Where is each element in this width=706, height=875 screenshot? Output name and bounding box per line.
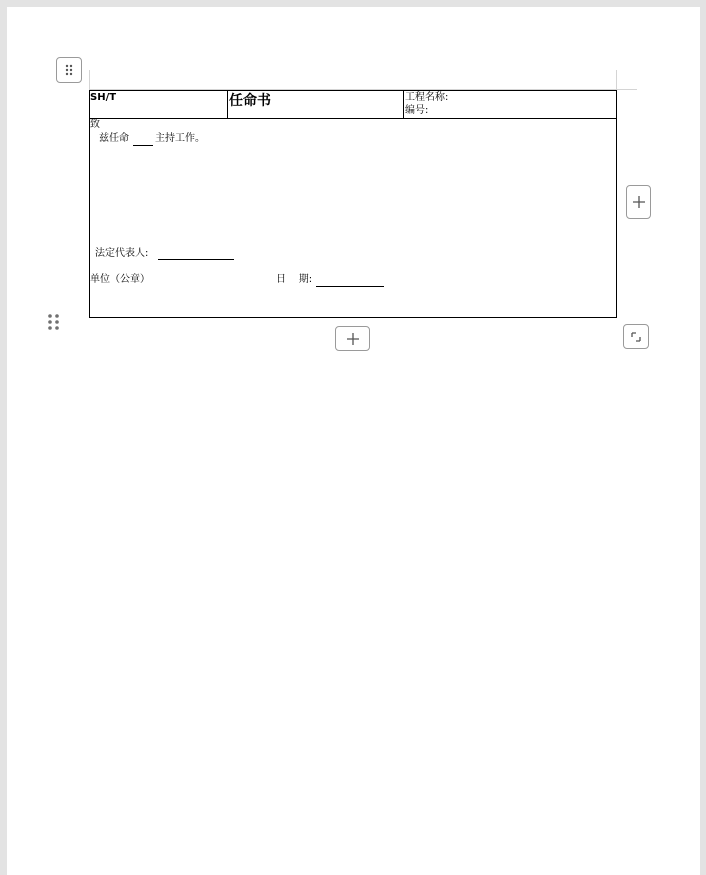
plus-icon xyxy=(346,332,360,346)
form-title: 任命书 xyxy=(229,93,271,109)
salutation: 致 xyxy=(90,119,100,130)
standard-code: SH/T xyxy=(90,92,117,103)
row-drag-handle[interactable] xyxy=(47,313,61,333)
header-divider xyxy=(90,118,616,119)
appointee-blank[interactable] xyxy=(133,145,153,146)
resize-corner-icon xyxy=(630,331,642,343)
add-row-button[interactable] xyxy=(335,326,370,351)
plus-icon xyxy=(632,195,646,209)
appointment-table[interactable] xyxy=(89,90,617,318)
legal-rep-label: 法定代表人: xyxy=(95,248,149,259)
drag-dots-icon xyxy=(47,313,61,333)
drag-grid-icon xyxy=(64,64,74,76)
legal-rep-blank[interactable] xyxy=(158,259,234,260)
unit-label: 单位（公章） xyxy=(90,274,150,285)
number-label: 编号: xyxy=(405,105,429,116)
table-drag-handle[interactable] xyxy=(56,57,82,83)
appoint-prefix: 兹任命 xyxy=(99,133,129,144)
column-divider-1 xyxy=(227,91,228,119)
document-page xyxy=(7,7,700,875)
date-blank[interactable] xyxy=(316,286,384,287)
appoint-suffix: 主持工作。 xyxy=(155,133,205,144)
resize-handle[interactable] xyxy=(623,324,649,349)
column-divider-2 xyxy=(403,91,404,119)
add-column-button[interactable] xyxy=(626,185,651,219)
project-name-label: 工程名称: xyxy=(405,92,449,103)
date-label: 日 期: xyxy=(276,274,313,285)
